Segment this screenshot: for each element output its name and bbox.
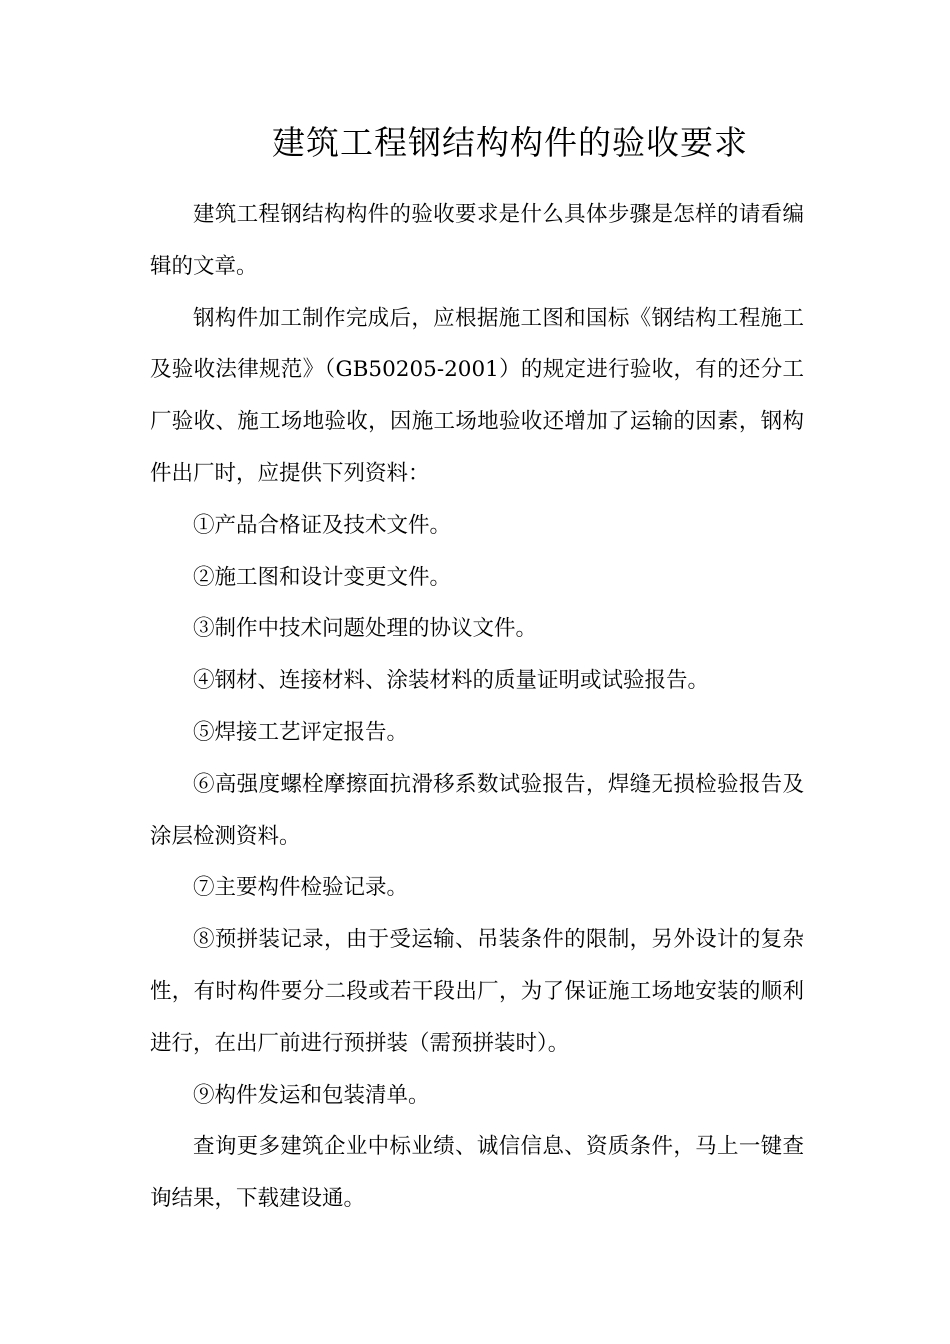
document-body	[150, 189, 804, 1225]
acceptance-paragraph: 钢构件加工制作完成后，应根据施工图和国标《钢结构工程施工及验收法律规范》（GB50205-2001）的规定进行验收，有的还分工厂验收、施工场地验收，因施工场地验收还增加了运输的因素，钢构件出厂时，应提供下列资料：	[150, 305, 804, 486]
list-item: ④钢材、连接材料、涂装材料的质量证明或试验报告。	[193, 668, 710, 694]
list-item: ⑨构件发运和包装清单。	[193, 1082, 430, 1108]
list-item: ⑥高强度螺栓摩擦面抗滑移系数试验报告，焊缝无损检验报告及涂层检测资料。	[150, 771, 804, 849]
document-title: 建筑工程钢结构构件的验收要求	[272, 123, 748, 162]
list-item: ①产品合格证及技术文件。	[193, 512, 452, 538]
list-item: ②施工图和设计变更文件。	[193, 564, 452, 590]
list-item: ⑤焊接工艺评定报告。	[193, 719, 409, 745]
list-item: ⑧预拼装记录，由于受运输、吊装条件的限制，另外设计的复杂性，有时构件要分二段或若干段出厂，为了保证施工场地安装的顺利进行，在出厂前进行预拼装（需预拼装时）。	[150, 927, 804, 1056]
intro-paragraph: 建筑工程钢结构构件的验收要求是什么具体步骤是怎样的请看编辑的文章。	[150, 202, 804, 279]
list-item: ③制作中技术问题处理的协议文件。	[193, 616, 538, 642]
closing-paragraph: 查询更多建筑企业中标业绩、诚信信息、资质条件，马上一键查询结果，下载建设通。	[150, 1134, 804, 1212]
list-item: ⑦主要构件检验记录。	[193, 875, 409, 901]
